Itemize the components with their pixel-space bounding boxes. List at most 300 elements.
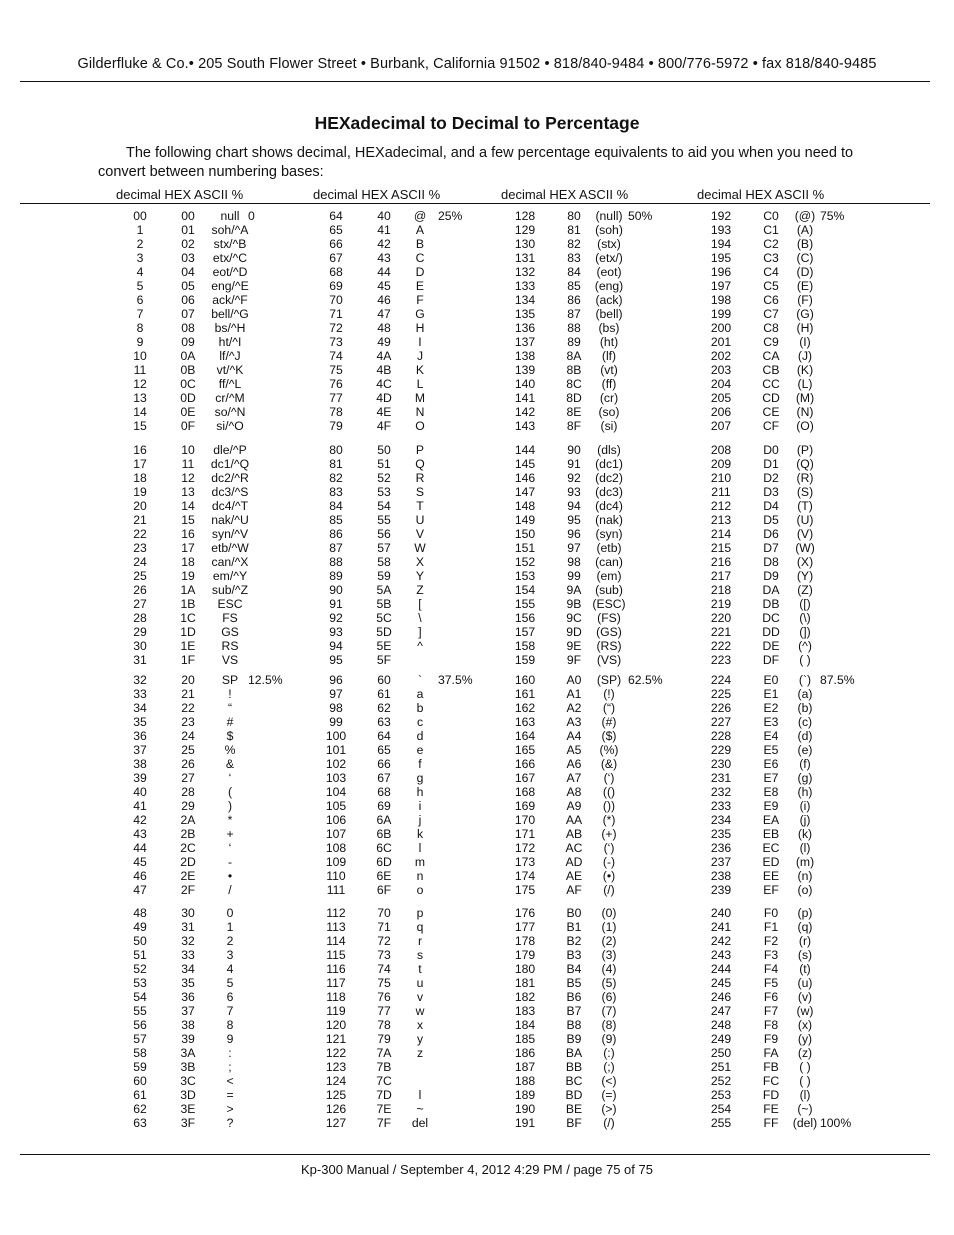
ascii-cell: Y <box>415 569 425 583</box>
hex-cell: 76 <box>377 990 391 1004</box>
ascii-cell: Z <box>416 583 424 597</box>
decimal-cell: 221 <box>710 625 732 639</box>
hex-cell: BD <box>565 1088 583 1102</box>
ascii-cell: (I) <box>799 335 811 349</box>
hex-cell: C5 <box>763 279 779 293</box>
percent-cell: 75% <box>820 209 845 223</box>
decimal-cell: 21 <box>133 513 147 527</box>
decimal-cell: 68 <box>329 265 343 279</box>
hex-cell: BB <box>565 1060 583 1074</box>
ascii-cell: ( ) <box>799 1074 811 1088</box>
decimal-cell: 183 <box>514 1004 536 1018</box>
ascii-cell: l <box>418 841 422 855</box>
decimal-cell: 55 <box>133 1004 147 1018</box>
decimal-cell: 247 <box>710 1004 732 1018</box>
decimal-cell: 148 <box>514 499 536 513</box>
hex-cell: C4 <box>763 265 779 279</box>
ascii-cell: (l) <box>799 1088 811 1102</box>
decimal-cell: 241 <box>710 920 732 934</box>
hex-cell: 3F <box>180 1116 196 1130</box>
decimal-cell: 78 <box>329 405 343 419</box>
decimal-cell: 17 <box>133 457 147 471</box>
ascii-cell: n <box>416 869 424 883</box>
hex-cell: 2A <box>180 813 196 827</box>
hex-cell: 8E <box>566 405 582 419</box>
decimal-cell: 69 <box>329 279 343 293</box>
hex-cell: FC <box>762 1074 780 1088</box>
decimal-cell: 149 <box>514 513 536 527</box>
decimal-cell: 169 <box>514 799 536 813</box>
hex-cell: 6C <box>376 841 392 855</box>
decimal-cell: 124 <box>325 1074 347 1088</box>
ascii-cell: (ESC) <box>592 597 626 611</box>
hex-cell: 97 <box>567 541 581 555</box>
ascii-cell: (B) <box>796 237 814 251</box>
ascii-cell: 6 <box>226 990 234 1004</box>
decimal-cell: 118 <box>326 990 346 1004</box>
decimal-cell: 139 <box>514 363 536 377</box>
ascii-cell: FS <box>222 611 238 625</box>
hex-cell: 92 <box>567 471 581 485</box>
ascii-cell: (a) <box>797 687 813 701</box>
decimal-cell: 126 <box>325 1102 347 1116</box>
hex-cell: C8 <box>763 321 779 335</box>
decimal-cell: 48 <box>133 906 147 920</box>
decimal-cell: 181 <box>514 976 536 990</box>
ascii-cell: (6) <box>601 990 617 1004</box>
ascii-cell: etx/^C <box>212 251 248 265</box>
hex-cell: 40 <box>377 209 391 223</box>
hex-cell: 70 <box>377 906 391 920</box>
ascii-cell: (X) <box>796 555 814 569</box>
hex-cell: 6D <box>376 855 392 869</box>
ascii-cell: (etx/) <box>595 251 623 265</box>
ascii-cell: m <box>414 855 426 869</box>
ascii-cell: * <box>227 813 233 827</box>
ascii-cell: (stx) <box>597 237 621 251</box>
decimal-cell: 141 <box>514 391 536 405</box>
ascii-cell: (vt) <box>600 363 618 377</box>
hex-cell: 87 <box>567 307 581 321</box>
ascii-cell: (‘) <box>603 841 615 855</box>
hex-cell: 25 <box>181 743 195 757</box>
hex-cell: 43 <box>377 251 391 265</box>
ascii-cell: W <box>414 541 426 555</box>
ascii-cell: • <box>227 869 233 883</box>
decimal-cell: 120 <box>325 1018 347 1032</box>
ascii-cell: (k) <box>797 827 813 841</box>
hex-cell: 6A <box>376 813 392 827</box>
decimal-cell: 133 <box>514 279 536 293</box>
decimal-cell: 190 <box>514 1102 536 1116</box>
hex-cell: 67 <box>377 771 391 785</box>
ascii-cell: (‘) <box>603 771 615 785</box>
ascii-cell: RS <box>221 639 239 653</box>
hex-cell: 2F <box>180 883 196 897</box>
decimal-cell: 156 <box>514 611 536 625</box>
decimal-cell: 230 <box>710 757 732 771</box>
hex-cell: 69 <box>377 799 391 813</box>
ascii-cell: \ <box>418 611 422 625</box>
hex-cell: 72 <box>377 934 391 948</box>
hex-cell: EC <box>762 841 780 855</box>
ascii-cell: x <box>416 1018 424 1032</box>
decimal-cell: 41 <box>133 799 147 813</box>
ascii-cell: # <box>226 715 234 729</box>
hex-cell: 9D <box>566 625 582 639</box>
ascii-cell: ()) <box>602 799 616 813</box>
hex-cell: 02 <box>181 237 195 251</box>
ascii-cell: M <box>414 391 426 405</box>
ascii-cell: (u) <box>797 976 813 990</box>
hex-cell: E9 <box>763 799 779 813</box>
ascii-cell: ` <box>417 673 423 687</box>
decimal-cell: 130 <box>514 237 536 251</box>
hex-cell: 53 <box>377 485 391 499</box>
decimal-cell: 199 <box>710 307 732 321</box>
hex-cell: E6 <box>763 757 779 771</box>
company-header: Gilderfluke & Co.• 205 South Flower Street • Burbank, California 91502 • 818/840-9484 • 800/776-5972 • fax 818/840-9485 <box>77 56 877 72</box>
ascii-cell: (;) <box>603 1060 615 1074</box>
hex-cell: 41 <box>377 223 391 237</box>
decimal-cell: 57 <box>133 1032 147 1046</box>
decimal-cell: 197 <box>710 279 732 293</box>
decimal-cell: 212 <box>710 499 732 513</box>
hex-cell: 1C <box>180 611 196 625</box>
decimal-cell: 178 <box>514 934 536 948</box>
ascii-cell: (3) <box>601 948 617 962</box>
decimal-cell: 3 <box>136 251 144 265</box>
hex-cell: C1 <box>763 223 779 237</box>
decimal-cell: 116 <box>326 962 346 976</box>
hex-cell: 66 <box>377 757 391 771</box>
decimal-cell: 103 <box>325 771 347 785</box>
hex-cell: A3 <box>566 715 582 729</box>
ascii-cell: (si) <box>600 419 618 433</box>
hex-cell: D3 <box>763 485 779 499</box>
decimal-cell: 28 <box>133 611 147 625</box>
ascii-cell: g <box>416 771 424 785</box>
decimal-cell: 122 <box>325 1046 347 1060</box>
decimal-cell: 214 <box>710 527 732 541</box>
ascii-cell: (O) <box>796 419 814 433</box>
decimal-cell: 153 <box>514 569 536 583</box>
decimal-cell: 179 <box>514 948 536 962</box>
ascii-cell: < <box>226 1074 234 1088</box>
decimal-cell: 185 <box>514 1032 536 1046</box>
ascii-cell: dc3/^S <box>211 485 249 499</box>
ascii-cell: (J) <box>797 349 813 363</box>
ascii-cell: cr/^M <box>215 391 245 405</box>
decimal-cell: 36 <box>133 729 147 743</box>
decimal-cell: 40 <box>133 785 147 799</box>
decimal-cell: 226 <box>710 701 732 715</box>
hex-cell: F1 <box>763 920 779 934</box>
decimal-cell: 228 <box>710 729 732 743</box>
hex-cell: 29 <box>181 799 195 813</box>
hex-cell: 57 <box>377 541 391 555</box>
ascii-cell: 5 <box>226 976 234 990</box>
ascii-cell: (M) <box>795 391 815 405</box>
ascii-cell: r <box>417 934 423 948</box>
ascii-cell: (nak) <box>595 513 623 527</box>
decimal-cell: 66 <box>329 237 343 251</box>
hex-cell: 2B <box>180 827 196 841</box>
column-header-4: decimal HEX ASCII % <box>697 187 825 202</box>
hex-cell: 6E <box>376 869 392 883</box>
page-footer: Kp-300 Manual / September 4, 2012 4:29 PM / page 75 of 75 <box>301 1162 653 1177</box>
hex-cell: EF <box>763 883 779 897</box>
decimal-cell: 79 <box>329 419 343 433</box>
decimal-cell: 159 <box>514 653 536 667</box>
hex-cell: 17 <box>181 541 195 555</box>
ascii-cell: bs/^H <box>214 321 246 335</box>
hex-cell: 30 <box>181 906 195 920</box>
ascii-cell: $ <box>226 729 234 743</box>
decimal-cell: 8 <box>136 321 144 335</box>
decimal-cell: 155 <box>514 597 536 611</box>
hex-cell: 90 <box>567 443 581 457</box>
decimal-cell: 251 <box>710 1060 732 1074</box>
hex-cell: 61 <box>377 687 391 701</box>
decimal-cell: 196 <box>710 265 732 279</box>
hex-cell: CB <box>762 363 780 377</box>
ascii-cell: ff/^L <box>218 377 242 391</box>
ascii-cell: VS <box>221 653 239 667</box>
decimal-cell: 186 <box>514 1046 536 1060</box>
decimal-cell: 229 <box>710 743 732 757</box>
hex-cell: B5 <box>566 976 582 990</box>
hex-cell: D1 <box>763 457 779 471</box>
ascii-cell: & <box>225 757 235 771</box>
decimal-cell: 109 <box>325 855 347 869</box>
ascii-cell: C <box>415 251 425 265</box>
ascii-cell: (^) <box>798 639 812 653</box>
decimal-cell: 218 <box>710 583 732 597</box>
ascii-cell: w <box>415 1004 425 1018</box>
decimal-cell: 129 <box>514 223 536 237</box>
hex-cell: 8B <box>566 363 582 377</box>
hex-cell: 19 <box>181 569 195 583</box>
hex-cell: 64 <box>377 729 391 743</box>
decimal-cell: 238 <box>710 869 732 883</box>
decimal-cell: 35 <box>133 715 147 729</box>
hex-cell: 10 <box>181 443 195 457</box>
ascii-cell: [ <box>418 597 422 611</box>
hex-cell: AD <box>565 855 583 869</box>
decimal-cell: 161 <box>514 687 536 701</box>
hex-cell: 9B <box>566 597 582 611</box>
hex-cell: 7F <box>376 1116 392 1130</box>
hex-cell: DE <box>762 639 780 653</box>
decimal-cell: 30 <box>133 639 147 653</box>
hex-cell: 0F <box>180 419 196 433</box>
ascii-cell: (cr) <box>599 391 619 405</box>
hex-cell: BA <box>565 1046 583 1060</box>
ascii-cell: (E) <box>796 279 814 293</box>
decimal-cell: 233 <box>710 799 732 813</box>
hex-cell: BC <box>565 1074 583 1088</box>
ascii-cell: (7) <box>601 1004 617 1018</box>
hex-cell: 62 <box>377 701 391 715</box>
hex-cell: C2 <box>763 237 779 251</box>
decimal-cell: 194 <box>710 237 732 251</box>
ascii-cell: (s) <box>797 948 813 962</box>
decimal-cell: 171 <box>514 827 536 841</box>
ascii-cell: can/^X <box>211 555 249 569</box>
hex-cell: 7C <box>376 1074 392 1088</box>
hex-cell: F6 <box>763 990 779 1004</box>
hex-cell: 46 <box>377 293 391 307</box>
decimal-cell: 73 <box>329 335 343 349</box>
decimal-cell: 203 <box>710 363 732 377</box>
hex-cell: FB <box>763 1060 779 1074</box>
ascii-cell: 2 <box>226 934 234 948</box>
ascii-cell: stx/^B <box>213 237 247 251</box>
decimal-cell: 7 <box>136 307 144 321</box>
decimal-cell: 142 <box>514 405 536 419</box>
ascii-cell: u <box>416 976 424 990</box>
ascii-cell: (h) <box>797 785 813 799</box>
decimal-cell: 177 <box>514 920 536 934</box>
hex-cell: CF <box>762 419 780 433</box>
hex-cell: E0 <box>763 673 779 687</box>
ascii-cell: (y) <box>797 1032 813 1046</box>
decimal-cell: 96 <box>329 673 343 687</box>
decimal-cell: 174 <box>514 869 536 883</box>
decimal-cell: 27 <box>133 597 147 611</box>
hex-cell: DA <box>762 583 780 597</box>
ascii-cell: ack/^F <box>212 293 248 307</box>
hex-cell: 8F <box>566 419 582 433</box>
hex-cell: 1B <box>180 597 196 611</box>
decimal-cell: 146 <box>514 471 536 485</box>
hex-cell: 4E <box>376 405 392 419</box>
ascii-cell: (dc2) <box>595 471 623 485</box>
hex-cell: 9F <box>566 653 582 667</box>
ascii-cell: ht/^I <box>218 335 242 349</box>
ascii-cell: ) <box>227 799 233 813</box>
decimal-cell: 112 <box>326 906 346 920</box>
decimal-cell: 235 <box>710 827 732 841</box>
hex-cell: 3A <box>180 1046 196 1060</box>
percent-cell: 12.5% <box>248 673 283 687</box>
decimal-cell: 63 <box>133 1116 147 1130</box>
hex-cell: A6 <box>566 757 582 771</box>
hex-cell: 5C <box>376 611 392 625</box>
decimal-cell: 227 <box>710 715 732 729</box>
decimal-cell: 65 <box>329 223 343 237</box>
decimal-cell: 224 <box>710 673 732 687</box>
hex-cell: 9A <box>566 583 582 597</box>
ascii-cell: 9 <box>226 1032 234 1046</box>
ascii-cell: 3 <box>226 948 234 962</box>
ascii-cell: F <box>416 293 424 307</box>
decimal-cell: 95 <box>329 653 343 667</box>
decimal-cell: 205 <box>710 391 732 405</box>
hex-cell: 35 <box>181 976 195 990</box>
hex-cell: 7D <box>376 1088 392 1102</box>
ascii-cell: 1 <box>226 920 234 934</box>
ascii-cell: (~) <box>797 1102 813 1116</box>
decimal-cell: 34 <box>133 701 147 715</box>
hex-cell: 1E <box>180 639 196 653</box>
decimal-cell: 00 <box>133 209 147 223</box>
ascii-cell: (t) <box>799 962 811 976</box>
hex-cell: A7 <box>566 771 582 785</box>
hex-cell: C9 <box>763 335 779 349</box>
decimal-cell: 138 <box>514 349 536 363</box>
hex-cell: B6 <box>566 990 582 1004</box>
ascii-cell: (D) <box>796 265 814 279</box>
decimal-cell: 117 <box>326 976 346 990</box>
ascii-cell: (4) <box>601 962 617 976</box>
decimal-cell: 231 <box>710 771 732 785</box>
ascii-cell: : <box>228 1046 232 1060</box>
hex-cell: 4C <box>376 377 392 391</box>
decimal-cell: 209 <box>710 457 732 471</box>
decimal-cell: 246 <box>710 990 732 1004</box>
hex-cell: 37 <box>181 1004 195 1018</box>
decimal-cell: 6 <box>136 293 144 307</box>
decimal-cell: 176 <box>514 906 536 920</box>
ascii-cell: (P) <box>796 443 814 457</box>
decimal-cell: 143 <box>514 419 536 433</box>
ascii-cell: etb/^W <box>211 541 249 555</box>
hex-cell: 56 <box>377 527 391 541</box>
ascii-cell: (del) <box>792 1116 818 1130</box>
decimal-cell: 54 <box>133 990 147 1004</box>
ascii-cell: (() <box>602 785 616 799</box>
ascii-cell: (5) <box>601 976 617 990</box>
decimal-cell: 219 <box>710 597 732 611</box>
decimal-cell: 81 <box>329 457 343 471</box>
decimal-cell: 162 <box>514 701 536 715</box>
ascii-cell: (2) <box>601 934 617 948</box>
ascii-cell: o <box>416 883 424 897</box>
hex-cell: 4F <box>376 419 392 433</box>
ascii-cell: (/) <box>603 1116 615 1130</box>
ascii-cell: (g) <box>797 771 813 785</box>
decimal-cell: 16 <box>133 443 147 457</box>
hex-cell: 50 <box>377 443 391 457</box>
hex-cell: 32 <box>181 934 195 948</box>
decimal-cell: 114 <box>326 934 346 948</box>
decimal-cell: 110 <box>326 869 346 883</box>
ascii-cell: d <box>416 729 424 743</box>
hex-cell: 78 <box>377 1018 391 1032</box>
decimal-cell: 253 <box>710 1088 732 1102</box>
decimal-cell: 31 <box>133 653 147 667</box>
hex-cell: ED <box>762 855 780 869</box>
hex-cell: 74 <box>377 962 391 976</box>
decimal-cell: 107 <box>325 827 347 841</box>
hex-cell: 16 <box>181 527 195 541</box>
hex-cell: 54 <box>377 499 391 513</box>
decimal-cell: 131 <box>514 251 536 265</box>
hex-cell: B3 <box>566 948 582 962</box>
decimal-cell: 20 <box>133 499 147 513</box>
ascii-cell: U <box>415 513 425 527</box>
hex-cell: A5 <box>566 743 582 757</box>
ascii-cell: (%) <box>599 743 619 757</box>
ascii-cell: (C) <box>796 251 814 265</box>
ascii-cell: (sub) <box>595 583 623 597</box>
decimal-cell: 71 <box>329 307 343 321</box>
hex-cell: 99 <box>567 569 581 583</box>
decimal-cell: 76 <box>329 377 343 391</box>
ascii-cell: syn/^V <box>211 527 249 541</box>
